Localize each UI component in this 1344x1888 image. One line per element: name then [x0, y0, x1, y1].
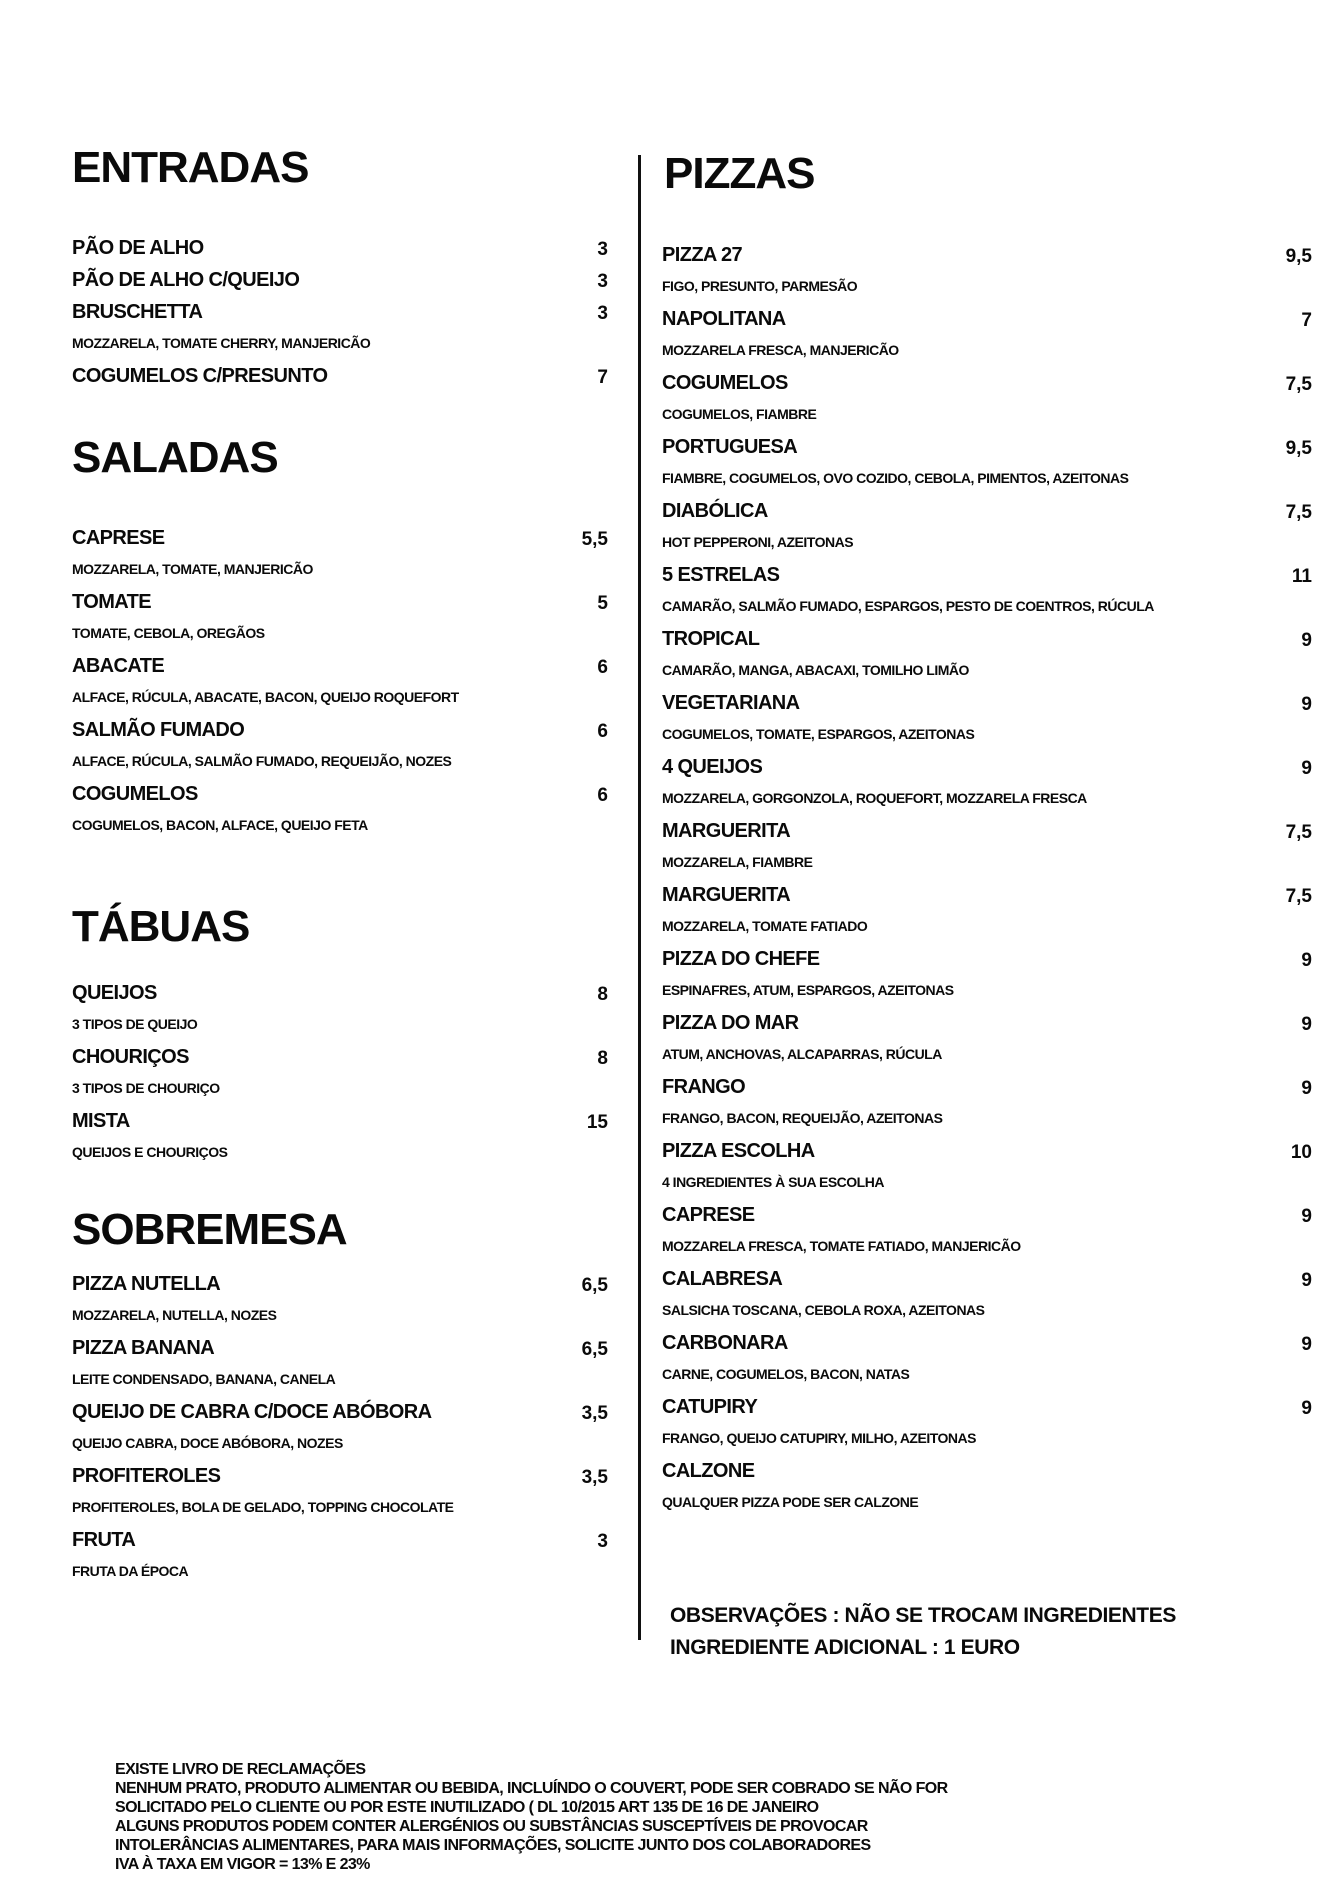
observation-line: OBSERVAÇÕES : NÃO SE TROCAM INGREDIENTES — [670, 1604, 1176, 1627]
menu-item-name: SALMÃO FUMADO — [72, 719, 245, 741]
menu-item-name: CHOURIÇOS — [72, 1046, 189, 1068]
footer-line: EXISTE LIVRO DE RECLAMAÇÕES — [115, 1761, 366, 1778]
menu-item-description: ATUM, ANCHOVAS, ALCAPARRAS, RÚCULA — [662, 1046, 942, 1062]
menu-item-description: MOZZARELA, FIAMBRE — [662, 854, 813, 870]
menu-item-name: VEGETARIANA — [662, 692, 800, 714]
menu-item-name: MARGUERITA — [662, 884, 791, 906]
menu-item-price: 9 — [1301, 1270, 1312, 1291]
menu-item-name: PÃO DE ALHO C/QUEIJO — [72, 269, 300, 291]
menu-item-price: 6 — [597, 785, 608, 806]
menu-item-name: PIZZA DO CHEFE — [662, 948, 820, 970]
menu-item — [662, 436, 1312, 500]
menu-item — [662, 564, 1312, 628]
menu-item-name: PIZZA ESCOLHA — [662, 1140, 815, 1162]
menu-item-description: ALFACE, RÚCULA, ABACATE, BACON, QUEIJO ROQUEFORT — [72, 689, 459, 705]
menu-item-price: 8 — [597, 984, 608, 1005]
menu-item-price: 7,5 — [1285, 502, 1312, 523]
menu-item-name: FRUTA — [72, 1529, 136, 1551]
column-divider — [638, 155, 641, 1640]
section-title-entradas: ENTRADAS — [72, 143, 309, 192]
menu-item-description: TOMATE, CEBOLA, OREGÃOS — [72, 625, 265, 641]
menu-item-price: 6 — [597, 721, 608, 742]
menu-item-name: QUEIJOS — [72, 982, 157, 1004]
menu-item — [72, 1046, 612, 1110]
saladas-list — [72, 527, 612, 847]
menu-item-name: PIZZA BANANA — [72, 1337, 215, 1359]
menu-item — [72, 365, 612, 397]
menu-item-name: CATUPIRY — [662, 1396, 758, 1418]
menu-item — [662, 1332, 1312, 1396]
menu-item-name: PORTUGUESA — [662, 436, 798, 458]
menu-item-price: 7 — [597, 367, 608, 388]
menu-item-description: ESPINAFRES, ATUM, ESPARGOS, AZEITONAS — [662, 982, 954, 998]
menu-item-price: 9 — [1301, 630, 1312, 651]
menu-item-description: QUEIJOS E CHOURIÇOS — [72, 1144, 228, 1160]
menu-item-price: 7,5 — [1285, 822, 1312, 843]
menu-item-description: MOZZARELA, NUTELLA, NOZES — [72, 1307, 277, 1323]
menu-item-price: 3 — [597, 1531, 608, 1552]
menu-item — [662, 1204, 1312, 1268]
menu-item-description: COGUMELOS, TOMATE, ESPARGOS, AZEITONAS — [662, 726, 975, 742]
menu-item-name: PIZZA DO MAR — [662, 1012, 799, 1034]
menu-item-price: 7,5 — [1285, 374, 1312, 395]
menu-item-name: CAPRESE — [72, 527, 165, 549]
menu-item-price: 10 — [1290, 1142, 1312, 1163]
menu-item-description: ALFACE, RÚCULA, SALMÃO FUMADO, REQUEIJÃO, NOZES — [72, 753, 452, 769]
menu-item — [72, 591, 612, 655]
menu-item-name: COGUMELOS — [662, 372, 788, 394]
menu-item-name: COGUMELOS — [72, 783, 198, 805]
menu-item-price: 5 — [597, 593, 608, 614]
menu-item-description: FIAMBRE, COGUMELOS, OVO COZIDO, CEBOLA, PIMENTOS, AZEITONAS — [662, 470, 1129, 486]
menu-item-price: 5,5 — [581, 529, 608, 550]
footer-line: SOLICITADO PELO CLIENTE OU POR ESTE INUTILIZADO ( DL 10/2015 ART 135 DE 16 DE JANEIRO — [115, 1799, 819, 1816]
menu-item-description: MOZZARELA FRESCA, MANJERICÃO — [662, 342, 899, 358]
menu-item — [662, 244, 1312, 308]
menu-item — [662, 692, 1312, 756]
menu-item-price: 3,5 — [581, 1467, 608, 1488]
menu-item-name: MARGUERITA — [662, 820, 791, 842]
menu-item — [662, 884, 1312, 948]
menu-item-description: MOZZARELA, TOMATE, MANJERICÃO — [72, 561, 313, 577]
menu-item-name: CALZONE — [662, 1460, 755, 1482]
menu-item-price: 9 — [1301, 1398, 1312, 1419]
menu-item — [72, 1110, 612, 1174]
menu-item — [662, 820, 1312, 884]
observation-line: INGREDIENTE ADICIONAL : 1 EURO — [670, 1636, 1020, 1659]
menu-item-price: 3 — [597, 271, 608, 292]
menu-item — [662, 1460, 1312, 1524]
menu-item-price: 9 — [1301, 1334, 1312, 1355]
menu-item — [72, 1337, 612, 1401]
menu-item-description: CARNE, COGUMELOS, BACON, NATAS — [662, 1366, 910, 1382]
menu-item — [662, 308, 1312, 372]
menu-item — [72, 237, 612, 269]
menu-item-price: 15 — [586, 1112, 608, 1133]
menu-item-price: 9 — [1301, 950, 1312, 971]
menu-item-price: 3,5 — [581, 1403, 608, 1424]
menu-item-price: 7,5 — [1285, 886, 1312, 907]
menu-item-description: FRANGO, QUEIJO CATUPIRY, MILHO, AZEITONAS — [662, 1430, 976, 1446]
menu-item-price: 9 — [1301, 1014, 1312, 1035]
menu-item-name: CARBONARA — [662, 1332, 788, 1354]
menu-item-name: TOMATE — [72, 591, 151, 613]
menu-item-price: 9 — [1301, 1078, 1312, 1099]
legal-footer — [115, 1760, 948, 1874]
menu-item — [72, 527, 612, 591]
menu-item-name: CAPRESE — [662, 1204, 755, 1226]
pizzas-list — [662, 244, 1312, 1524]
menu-item — [662, 948, 1312, 1012]
menu-item-description: COGUMELOS, BACON, ALFACE, QUEIJO FETA — [72, 817, 368, 833]
menu-item — [72, 1465, 612, 1529]
menu-item-name: PIZZA NUTELLA — [72, 1273, 221, 1295]
footer-line: INTOLERÂNCIAS ALIMENTARES, PARA MAIS INFORMAÇÕES, SOLICITE JUNTO DOS COLABORADORES — [115, 1837, 871, 1854]
menu-item-description: SALSICHA TOSCANA, CEBOLA ROXA, AZEITONAS — [662, 1302, 985, 1318]
section-title-saladas: SALADAS — [72, 433, 278, 482]
menu-item-price: 3 — [597, 303, 608, 324]
menu-item-price: 6,5 — [581, 1275, 608, 1296]
menu-item-description: FRANGO, BACON, REQUEIJÃO, AZEITONAS — [662, 1110, 943, 1126]
menu-item — [662, 500, 1312, 564]
menu-item-description: MOZZARELA FRESCA, TOMATE FATIADO, MANJERICÃO — [662, 1238, 1021, 1254]
menu-item-name: PÃO DE ALHO — [72, 237, 204, 259]
menu-item-description: LEITE CONDENSADO, BANANA, CANELA — [72, 1371, 336, 1387]
menu-item — [72, 1529, 612, 1593]
footer-line: IVA À TAXA EM VIGOR = 13% E 23% — [115, 1856, 370, 1873]
menu-item — [662, 628, 1312, 692]
footer-line: ALGUNS PRODUTOS PODEM CONTER ALERGÉNIOS OU SUBSTÂNCIAS SUSCEPTÍVEIS DE PROVOCAR — [115, 1818, 868, 1835]
menu-item-price: 9,5 — [1285, 438, 1312, 459]
menu-item-description: COGUMELOS, FIAMBRE — [662, 406, 817, 422]
menu-item-description: 4 INGREDIENTES À SUA ESCOLHA — [662, 1174, 884, 1190]
section-title-pizzas: PIZZAS — [664, 149, 815, 198]
menu-item — [72, 1273, 612, 1337]
menu-item-price: 6,5 — [581, 1339, 608, 1360]
menu-item-description: PROFITEROLES, BOLA DE GELADO, TOPPING CHOCOLATE — [72, 1499, 454, 1515]
menu-item-description: MOZZARELA, GORGONZOLA, ROQUEFORT, MOZZARELA FRESCA — [662, 790, 1087, 806]
tabuas-list — [72, 982, 612, 1174]
menu-item-price: 9 — [1301, 1206, 1312, 1227]
section-title-sobremesa: SOBREMESA — [72, 1205, 347, 1254]
menu-item — [662, 1396, 1312, 1460]
menu-item-price: 7 — [1301, 310, 1312, 331]
menu-item-name: BRUSCHETTA — [72, 301, 203, 323]
menu-item — [72, 982, 612, 1046]
menu-item-description: MOZZARELA, TOMATE FATIADO — [662, 918, 868, 934]
menu-item-price: 8 — [597, 1048, 608, 1069]
menu-item — [662, 1012, 1312, 1076]
menu-item-price: 3 — [597, 239, 608, 260]
menu-item-name: ABACATE — [72, 655, 165, 677]
menu-item-description: 3 TIPOS DE CHOURIÇO — [72, 1080, 220, 1096]
menu-item-price: 9 — [1301, 758, 1312, 779]
menu-item-description: 3 TIPOS DE QUEIJO — [72, 1016, 198, 1032]
sobremesa-list — [72, 1273, 612, 1593]
menu-item — [72, 1401, 612, 1465]
menu-item-name: MISTA — [72, 1110, 130, 1132]
menu-item-name: 4 QUEIJOS — [662, 756, 763, 778]
menu-item-description: CAMARÃO, SALMÃO FUMADO, ESPARGOS, PESTO DE COENTROS, RÚCULA — [662, 598, 1154, 614]
menu-item-name: FRANGO — [662, 1076, 746, 1098]
menu-item-price: 6 — [597, 657, 608, 678]
menu-item-name: CALABRESA — [662, 1268, 783, 1290]
menu-item — [662, 372, 1312, 436]
menu-item — [662, 1268, 1312, 1332]
menu-item — [72, 719, 612, 783]
menu-item — [662, 1140, 1312, 1204]
menu-item — [72, 301, 612, 365]
footer-line: NENHUM PRATO, PRODUTO ALIMENTAR OU BEBIDA, INCLUÍNDO O COUVERT, PODE SER COBRADO SE NÃO FOR — [115, 1780, 948, 1797]
section-title-tabuas: TÁBUAS — [72, 902, 250, 951]
menu-item — [72, 655, 612, 719]
menu-item-name: QUEIJO DE CABRA C/DOCE ABÓBORA — [72, 1401, 432, 1423]
observations — [670, 1600, 1176, 1664]
menu-item-name: DIABÓLICA — [662, 500, 768, 522]
menu-item-description: CAMARÃO, MANGA, ABACAXI, TOMILHO LIMÃO — [662, 662, 969, 678]
menu-item-name: PIZZA 27 — [662, 244, 743, 266]
menu-item — [72, 269, 612, 301]
menu-item — [72, 783, 612, 847]
menu-item-description: HOT PEPPERONI, AZEITONAS — [662, 534, 854, 550]
entradas-list — [72, 237, 612, 397]
menu-item-description: QUALQUER PIZZA PODE SER CALZONE — [662, 1494, 919, 1510]
menu-item-name: 5 ESTRELAS — [662, 564, 780, 586]
menu-item-description: FRUTA DA ÉPOCA — [72, 1563, 189, 1579]
menu-item-price: 9,5 — [1285, 246, 1312, 267]
menu-item-description: MOZZARELA, TOMATE CHERRY, MANJERICÃO — [72, 335, 371, 351]
menu-item-price: 9 — [1301, 694, 1312, 715]
menu-item-name: TROPICAL — [662, 628, 760, 650]
menu-item-price: 11 — [1291, 566, 1312, 587]
menu-item-name: NAPOLITANA — [662, 308, 786, 330]
menu-item-description: FIGO, PRESUNTO, PARMESÃO — [662, 278, 858, 294]
menu-item-name: PROFITEROLES — [72, 1465, 221, 1487]
menu-item — [662, 1076, 1312, 1140]
menu-item-name: COGUMELOS C/PRESUNTO — [72, 365, 328, 387]
menu-item — [662, 756, 1312, 820]
menu-item-description: QUEIJO CABRA, DOCE ABÓBORA, NOZES — [72, 1435, 343, 1451]
